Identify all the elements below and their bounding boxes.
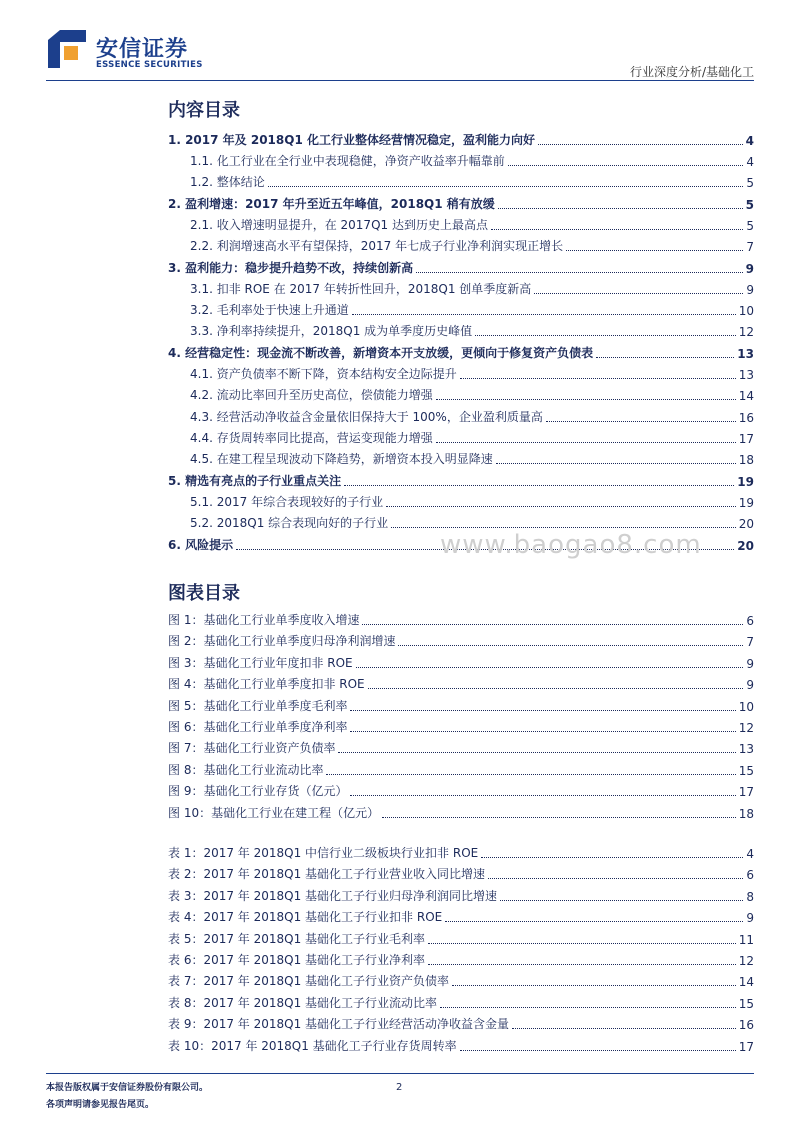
table-entry[interactable]: 表 6：2017 年 2018Q1 基础化工子行业净利率 12 [168,953,754,968]
toc-entry[interactable]: 2. 盈利增速：2017 年升至近五年峰值，2018Q1 稍有放缓 5 [168,197,754,212]
disclaimer-notice: 各项声明请参见报告尾页。 [46,1100,155,1110]
toc-entry[interactable]: 1. 2017 年及 2018Q1 化工行业整体经营情况稳定，盈利能力向好 4 [168,133,754,148]
table-entry[interactable]: 表 3：2017 年 2018Q1 基础化工子行业归母净利润同比增速 8 [168,889,754,904]
copyright-notice: 本报告版权属于安信证券股份有限公司。 [46,1083,209,1093]
toc-entry[interactable]: 3. 盈利能力：稳步提升趋势不改，持续创新高 9 [168,261,754,276]
logo-chinese-name: 安信证券 [96,37,189,62]
table-entry[interactable]: 表 2：2017 年 2018Q1 基础化工子行业营业收入同比增速 6 [168,867,754,882]
toc-entry[interactable]: 3.2. 毛利率处于快速上升通道 10 [190,303,754,318]
toc-entry[interactable]: 2.2. 利润增速高水平有望保持，2017 年七成子行业净利润实现正增长 7 [190,239,754,254]
toc-entry[interactable]: 3.1. 扣非 ROE 在 2017 年转折性回升，2018Q1 创单季度新高 9 [190,282,754,297]
report-category: 行业深度分析/基础化工 [629,65,754,79]
toc-entry[interactable]: 1.1. 化工行业在全行业中表现稳健，净资产收益率升幅靠前 4 [190,154,754,169]
company-logo [46,26,216,74]
figure-entry[interactable]: 图 6：基础化工行业单季度净利率 12 [168,720,754,735]
table-entry[interactable]: 表 5：2017 年 2018Q1 基础化工子行业毛利率 11 [168,932,754,947]
figure-entry[interactable]: 图 8：基础化工行业流动比率 15 [168,763,754,778]
figure-entry[interactable]: 图 7：基础化工行业资产负债率 13 [168,741,754,756]
toc-entry[interactable]: 5.1. 2017 年综合表现较好的子行业 19 [190,495,754,510]
figure-entry[interactable]: 图 1：基础化工行业单季度收入增速 6 [168,613,754,628]
logo-mark-icon [46,28,88,70]
table-entry[interactable]: 表 10：2017 年 2018Q1 基础化工子行业存货周转率 17 [168,1039,754,1054]
figure-entry[interactable]: 图 4：基础化工行业单季度扣非 ROE 9 [168,677,754,692]
figure-entry[interactable]: 图 9：基础化工行业存货（亿元） 17 [168,784,754,799]
toc-entry[interactable]: 5. 精选有亮点的子行业重点关注 19 [168,474,754,489]
figures-title: 图表目录 [168,583,240,604]
toc-entry[interactable]: 4.1. 资产负债率不断下降，资本结构安全边际提升 13 [190,367,754,382]
toc-entry[interactable]: 1.2. 整体结论 5 [190,175,754,190]
table-entry[interactable]: 表 1：2017 年 2018Q1 中信行业二级板块行业扣非 ROE 4 [168,846,754,861]
header-divider [46,80,754,81]
table-entry[interactable]: 表 9：2017 年 2018Q1 基础化工子行业经营活动净收益含金量 16 [168,1017,754,1032]
logo-english-name: ESSENCE SECURITIES [96,60,203,70]
toc-entry[interactable]: 4. 经营稳定性：现金流不断改善，新增资本开支放缓，更倾向于修复资产负债表 13 [168,346,754,361]
toc-entry[interactable]: 4.2. 流动比率回升至历史高位，偿债能力增强 14 [190,388,754,403]
toc-entry[interactable]: 2.1. 收入增速明显提升，在 2017Q1 达到历史上最高点 5 [190,218,754,233]
table-entry[interactable]: 表 8：2017 年 2018Q1 基础化工子行业流动比率 15 [168,996,754,1011]
toc-title: 内容目录 [168,100,240,121]
toc-entry[interactable]: 6. 风险提示 20 [168,538,754,553]
toc-entry[interactable]: 4.3. 经营活动净收益含金量依旧保持大于 100%，企业盈利质量高 16 [190,410,754,425]
footer-divider [46,1073,754,1074]
page-number: 2 [396,1082,403,1093]
table-entry[interactable]: 表 7：2017 年 2018Q1 基础化工子行业资产负债率 14 [168,974,754,989]
figure-entry[interactable]: 图 3：基础化工行业年度扣非 ROE 9 [168,656,754,671]
table-entry[interactable]: 表 4：2017 年 2018Q1 基础化工子行业扣非 ROE 9 [168,910,754,925]
figure-entry[interactable]: 图 2：基础化工行业单季度归母净利润增速 7 [168,634,754,649]
figure-entry[interactable]: 图 5：基础化工行业单季度毛利率 10 [168,699,754,714]
watermark: www.baogao8.com [440,530,702,560]
toc-entry[interactable]: 4.5. 在建工程呈现波动下降趋势，新增资本投入明显降速 18 [190,452,754,467]
figure-entry[interactable]: 图 10：基础化工行业在建工程（亿元） 18 [168,806,754,821]
toc-entry[interactable]: 4.4. 存货周转率同比提高，营运变现能力增强 17 [190,431,754,446]
toc-entry[interactable]: 5.2. 2018Q1 综合表现向好的子行业 20 [190,516,754,531]
toc-entry[interactable]: 3.3. 净利率持续提升，2018Q1 成为单季度历史峰值 12 [190,324,754,339]
